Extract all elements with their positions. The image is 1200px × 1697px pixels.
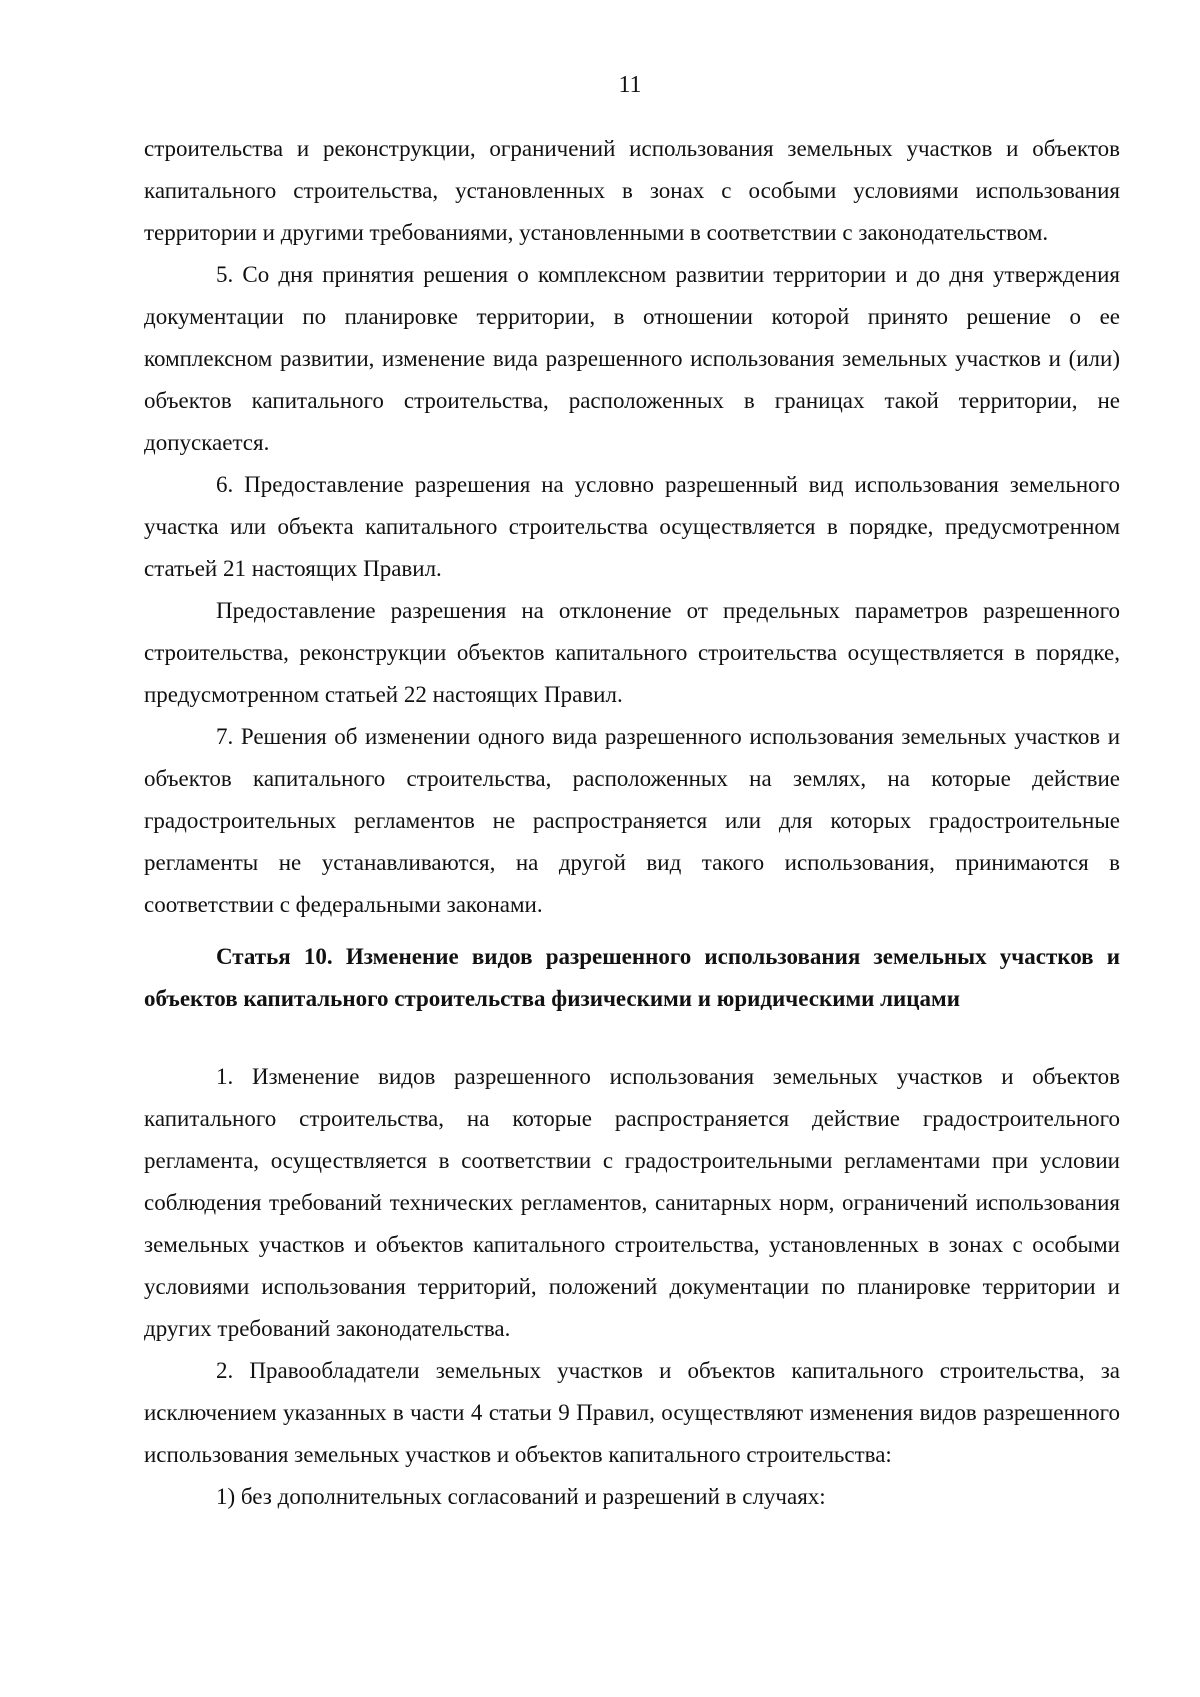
- paragraph-item-6: 6. Предоставление разрешения на условно разрешенный вид использования земельного участка или объекта капитального строительства осуществляется в порядке, предусмотренном статьей 21 настоящих Правил.: [144, 472, 1120, 581]
- page-number: 11: [618, 72, 642, 98]
- article-10-paragraph-2: 2. Правообладатели земельных участков и объектов капитального строительства, за исключением указанных в части 4 статьи 9 Правил, осуществляют изменения видов разрешенного использования земельных участков и объектов капитального строительства:: [144, 1358, 1120, 1467]
- article-10-subitem-1: 1) без дополнительных согласований и разрешений в случаях:: [216, 1484, 826, 1509]
- paragraph-item-6-continued: Предоставление разрешения на отклонение от предельных параметров разрешенного строительства, реконструкции объектов капитального строительства осуществляется в порядке, предусмотренном статьей 22 настоящих Правил.: [144, 598, 1120, 707]
- document-body: [144, 128, 1120, 1518]
- paragraph-item-7: 7. Решения об изменении одного вида разрешенного использования земельных участков и объектов капитального строительства, расположенных на землях, на которые действие градостроительных регламентов не распространяется или для которых градостроительные регламенты не устанавливаются, на другой вид такого использования, принимаются в соответствии с федеральными законами.: [144, 724, 1120, 917]
- article-10-heading: Статья 10. Изменение видов разрешенного использования земельных участков и объектов капитального строительства физическими и юридическими лицами: [144, 944, 1120, 1011]
- paragraph-item-5: 5. Со дня принятия решения о комплексном развитии территории и до дня утверждения документации по планировке территории, в отношении которой принято решение о ее комплексном развитии, изменение вида разрешенного использования земельных участков и (или) объектов капитального строительства, расположенных в границах такой территории, не допускается.: [144, 262, 1120, 455]
- article-10-paragraph-1: 1. Изменение видов разрешенного использования земельных участков и объектов капитального строительства, на которые распространяется действие градостроительного регламента, осуществляется в соответствии с градостроительными регламентами при условии соблюдения требований технических регламентов, санитарных норм, ограничений использования земельных участков и объектов капитального строительства, установленных в зонах с особыми условиями использования территорий, положений документации по планировке территории и других требований законодательства.: [144, 1064, 1120, 1341]
- paragraph-continuation: строительства и реконструкции, ограничений использования земельных участков и объектов капитального строительства, установленных в зонах с особыми условиями использования территории и другими требованиями, установленными в соответствии с законодательством.: [144, 136, 1120, 245]
